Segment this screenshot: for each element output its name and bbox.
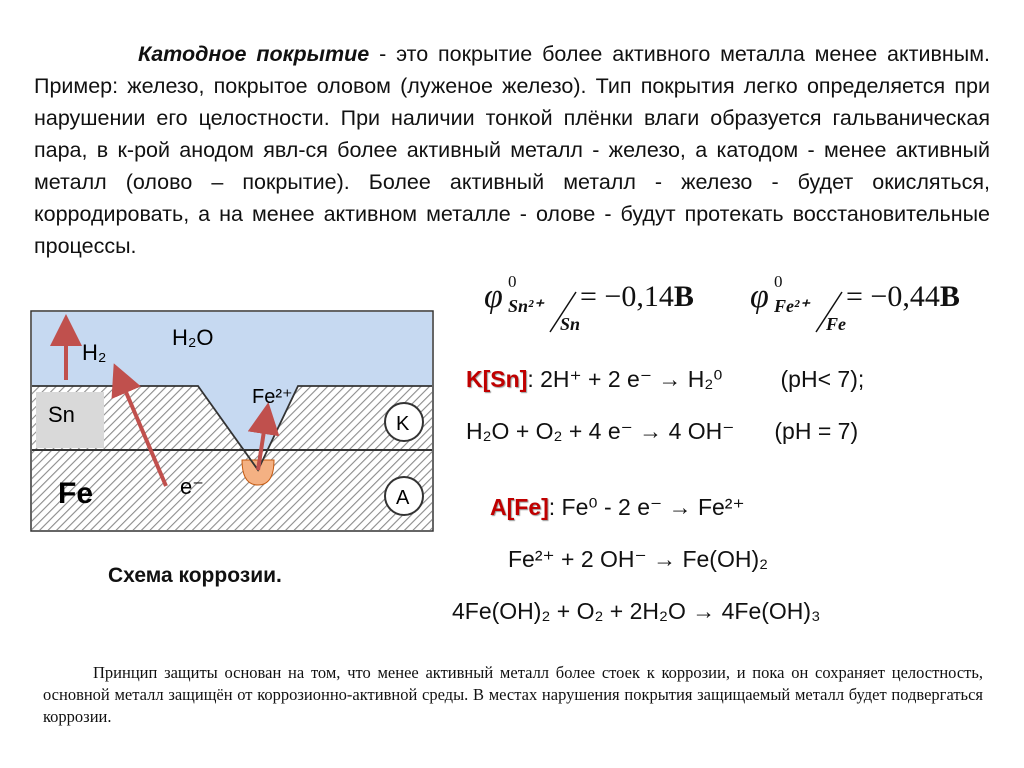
intro-text: - это покрытие более активного металла менее активным. Пример: железо, покрытое оловом (луженое железо). Тип покрытия легко определяется при нарушении его целостности. При наличии тонкой плёнки влаги образуется гальваническая пара, в к-рой анодом явл-ся более активный металл - железо, а катодом - менее активный металл (олово – покрытие). Более активный металл - железо - будет окисляться, корродировать, а на менее активном металле - олове - будут протекать восстановительные процессы. bbox=[34, 42, 990, 258]
cathode-label: K[Sn] bbox=[466, 366, 528, 392]
cathode-eq-2: H₂O + O₂ + 4 e⁻ → 4 OH⁻ (pH = 7) bbox=[466, 418, 859, 444]
k-label: K bbox=[396, 413, 410, 435]
anode-eq-3: 4Fe(OH)₂ + O₂ + 2H₂O → 4Fe(OH)₃ bbox=[452, 598, 821, 624]
anode-eq-2: Fe²⁺ + 2 OH⁻ → Fe(OH)₂ bbox=[508, 546, 769, 572]
fe-label: Fe bbox=[58, 477, 94, 510]
corrosion-diagram bbox=[30, 310, 434, 532]
phi-symbol: φ bbox=[750, 278, 769, 315]
anode-label: A[Fe] bbox=[490, 494, 549, 520]
cathode-condition-2: (pH = 7) bbox=[774, 418, 859, 444]
sn-label: Sn bbox=[48, 402, 75, 427]
cathode-eq-1: K[Sn]: 2H⁺ + 2 e⁻ → H₂⁰ (pH< 7); bbox=[466, 366, 865, 392]
phi-denominator: Fe bbox=[826, 314, 846, 334]
phi-superscript: 0 bbox=[508, 272, 517, 291]
phi-numerator: Fe²⁺ bbox=[774, 296, 809, 316]
intro-paragraph bbox=[34, 38, 990, 262]
h2o-label: H₂O bbox=[172, 325, 214, 350]
phi-denominator: Sn bbox=[560, 314, 581, 334]
potential-value: = −0,44В bbox=[846, 280, 960, 313]
fe2plus-label: Fe²⁺ bbox=[252, 386, 293, 408]
cathode-condition-1: (pH< 7); bbox=[780, 366, 865, 392]
phi-superscript: 0 bbox=[774, 272, 783, 291]
potential-value: = −0,14В bbox=[580, 280, 694, 313]
footer-paragraph: Принцип защиты основан на том, что менее активный металл более стоек к коррозии, и пока он сохраняет целостность, основной металл защищён от коррозионно-активной среды. В местах нарушения покрытия защищаемый металл будет подвергаться коррозии. bbox=[43, 663, 983, 726]
phi-numerator: Sn²⁺ bbox=[508, 296, 543, 316]
electron-label: e⁻ bbox=[180, 474, 204, 499]
h2-label: H₂ bbox=[82, 340, 107, 365]
diagram-caption: Схема коррозии. bbox=[108, 564, 282, 587]
anode-eq-1: A[Fe]: Fe⁰ - 2 e⁻ → Fe²⁺ bbox=[490, 494, 745, 520]
a-label: A bbox=[396, 487, 410, 509]
potential-sn bbox=[484, 274, 744, 344]
intro-term: Катодное покрытие bbox=[138, 42, 370, 66]
phi-symbol: φ bbox=[484, 278, 503, 315]
potential-fe bbox=[750, 274, 1010, 344]
